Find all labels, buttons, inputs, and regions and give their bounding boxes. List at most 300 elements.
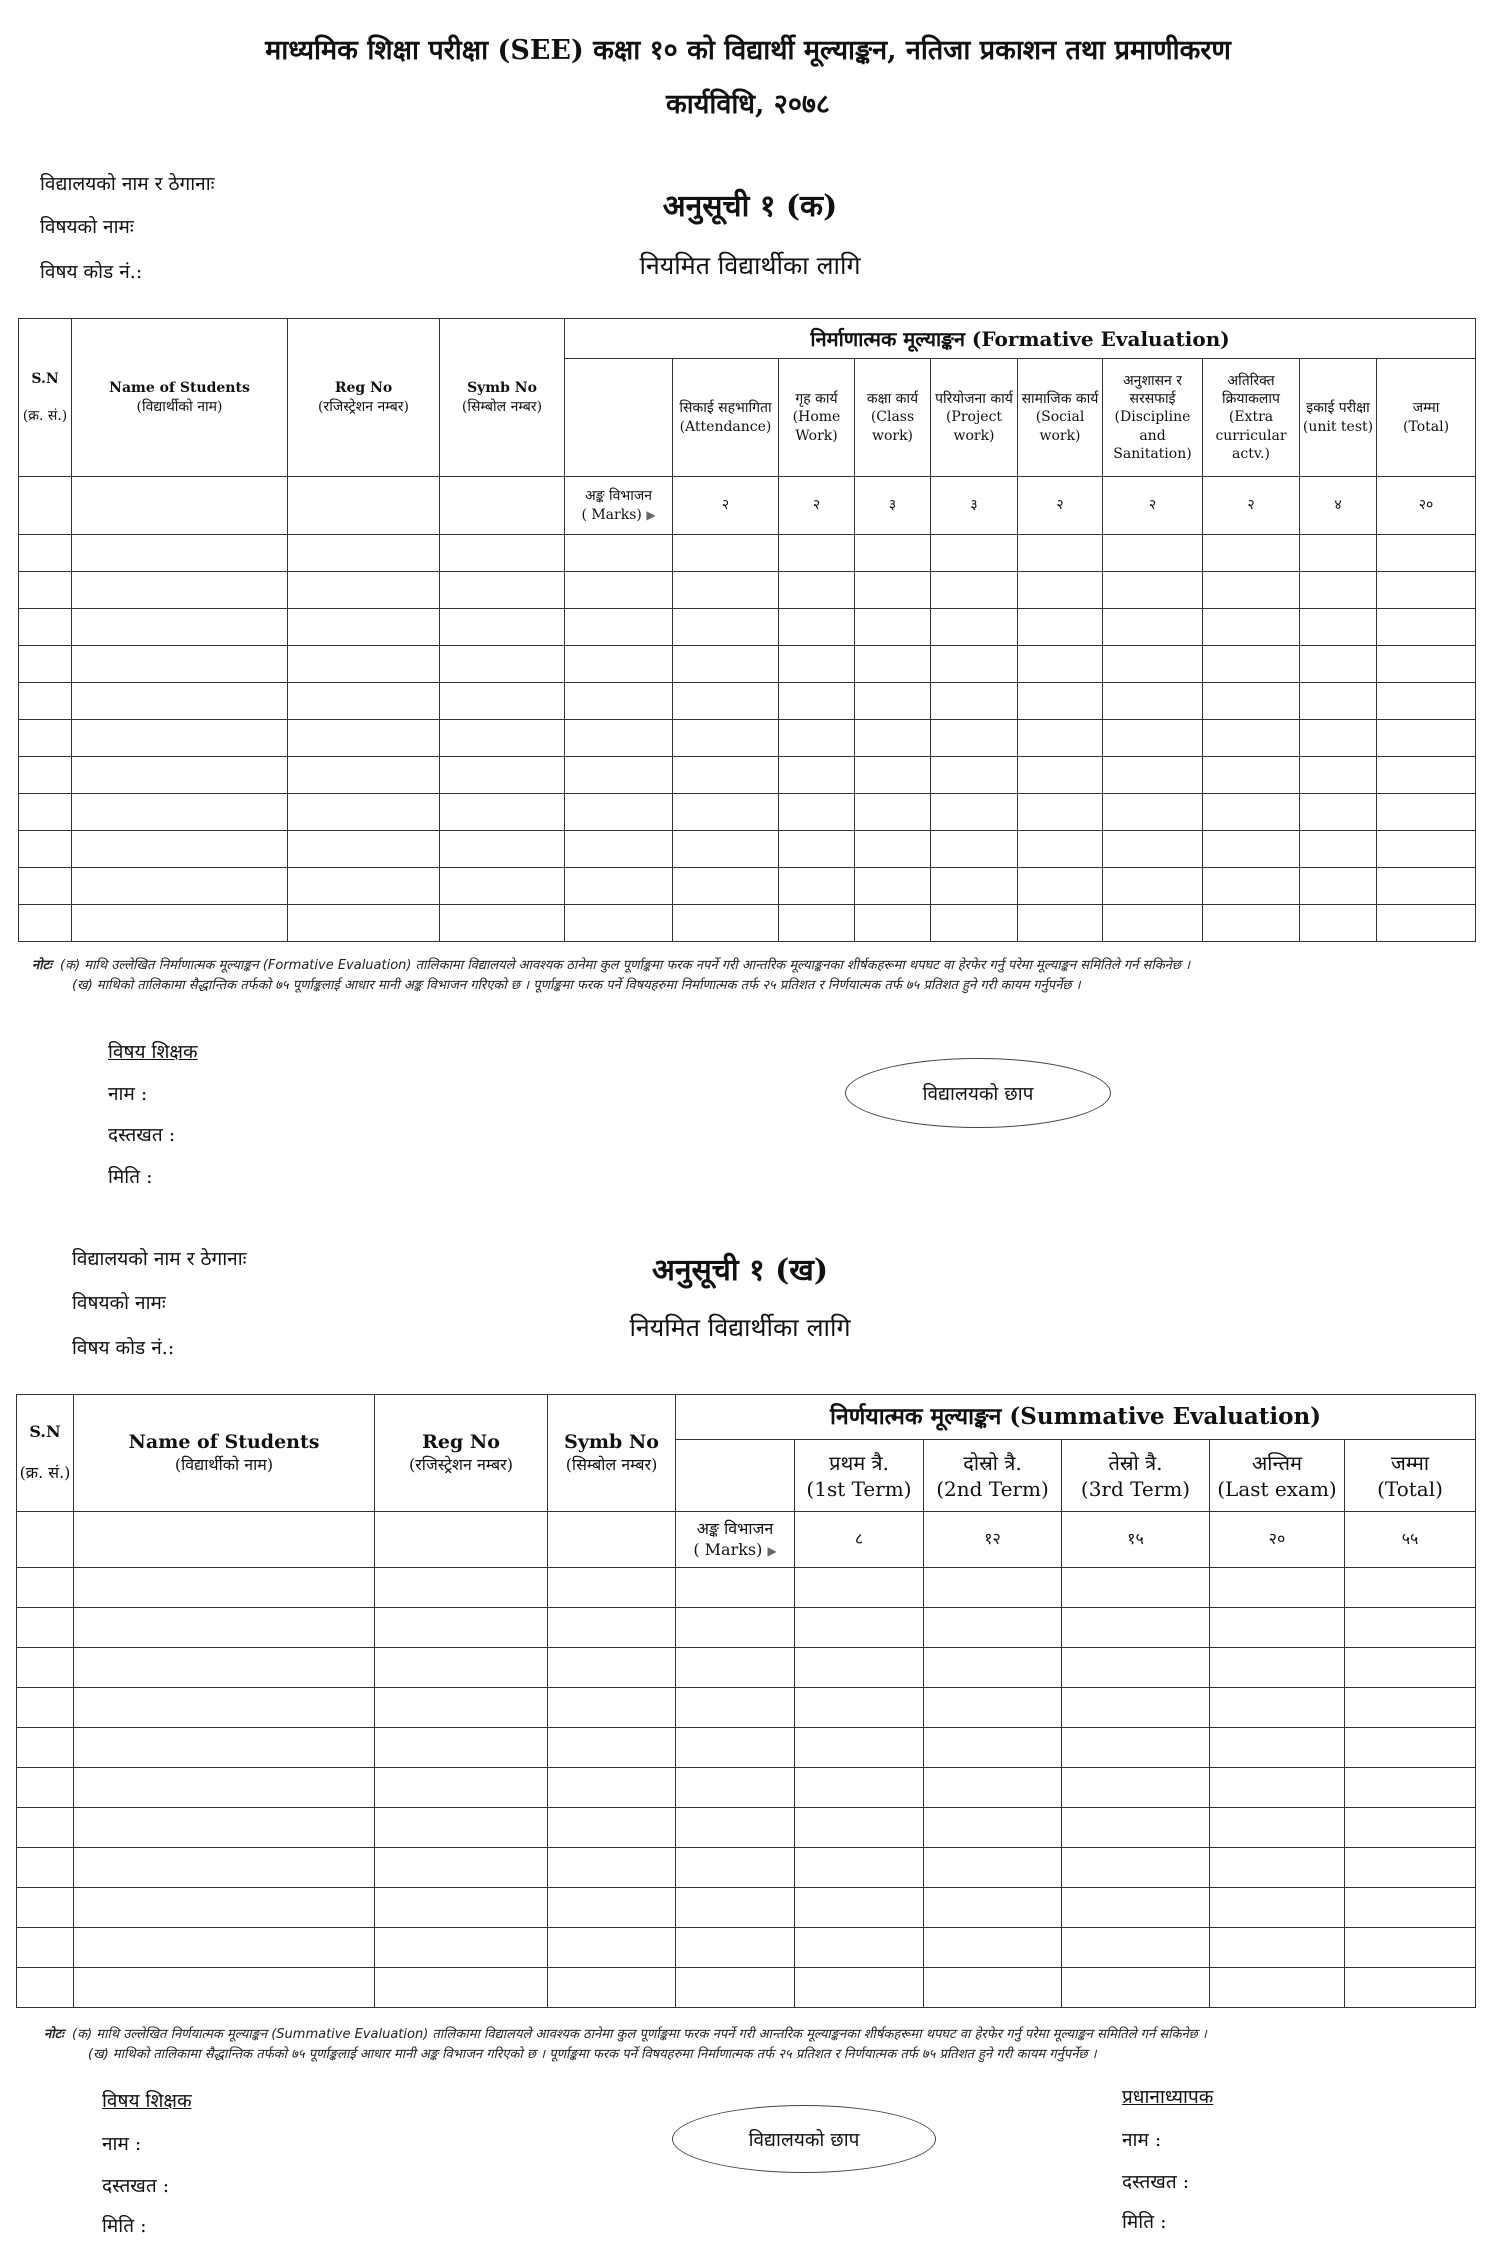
table-cell[interactable]	[1062, 1568, 1210, 1608]
table-cell[interactable]	[74, 1728, 375, 1768]
table-cell[interactable]	[795, 1968, 924, 2008]
table-cell[interactable]	[1018, 572, 1103, 609]
table-cell[interactable]	[1203, 609, 1300, 646]
table-cell[interactable]	[1203, 572, 1300, 609]
table-cell[interactable]	[673, 609, 779, 646]
table-cell[interactable]	[1300, 572, 1377, 609]
table-cell[interactable]	[440, 572, 565, 609]
table-cell[interactable]	[375, 1728, 548, 1768]
table-cell[interactable]	[676, 1888, 795, 1928]
table-cell[interactable]	[1062, 1968, 1210, 2008]
table-cell[interactable]	[17, 1848, 74, 1888]
table-cell[interactable]	[924, 1688, 1062, 1728]
table-cell[interactable]	[1300, 757, 1377, 794]
table-cell[interactable]	[673, 905, 779, 942]
table-cell[interactable]	[779, 757, 855, 794]
table-cell[interactable]	[72, 905, 288, 942]
table-cell[interactable]	[1203, 831, 1300, 868]
table-cell[interactable]	[288, 720, 440, 757]
table-cell[interactable]	[72, 683, 288, 720]
table-cell[interactable]	[565, 683, 673, 720]
table-cell[interactable]	[1377, 683, 1476, 720]
table-cell[interactable]	[1345, 1928, 1476, 1968]
table-cell[interactable]	[565, 720, 673, 757]
table-cell[interactable]	[1345, 1768, 1476, 1808]
table-cell[interactable]	[288, 572, 440, 609]
note-formative: नोटः (क) माथि उल्लेखित निर्माणात्मक मूल्याङ्कन (Formative Evaluation) तालिकामा विद्यालयले आवश्यक ठानेमा कुल पूर्णाङ्कमा फरक नपर्ने गरी आन्तरिक मूल्याङ्कनका शीर्षकहरूमा थपघट वा हेरफेर गर्नु परेमा मूल्याङ्कन समितिले गर्न सकिनेछ । (ख) माथिको तालिकामा सैद्धान्तिक तर्फको ७५ पूर्णाङ्कलाई आधार मानी अङ्क विभाजन गरिएको छ । पूर्णाङ्कमा फरक पर्ने विषयहरुमा निर्माणात्मक तर्फ २५ प्रतिशत र निर्णयात्मक तर्फ ७५ प्रतिशत हुने गरी कायम गर्नुपर्नेछ ।	[32, 958, 1191, 994]
table-cell[interactable]	[548, 1688, 676, 1728]
table-cell[interactable]	[72, 757, 288, 794]
table-cell[interactable]	[1062, 1608, 1210, 1648]
table-cell[interactable]	[288, 868, 440, 905]
table-cell[interactable]	[931, 535, 1018, 572]
table-cell[interactable]	[1377, 757, 1476, 794]
table-cell[interactable]	[1203, 757, 1300, 794]
table-cell[interactable]	[17, 1928, 74, 1968]
table-cell[interactable]	[375, 1808, 548, 1848]
table-cell[interactable]	[288, 646, 440, 683]
table-cell[interactable]	[375, 1768, 548, 1808]
table-cell[interactable]	[795, 1568, 924, 1608]
table-cell[interactable]	[17, 1568, 74, 1608]
table-cell[interactable]	[288, 794, 440, 831]
table-cell[interactable]	[19, 646, 72, 683]
table-cell[interactable]	[288, 831, 440, 868]
table-cell[interactable]	[17, 1688, 74, 1728]
table-cell[interactable]	[795, 1848, 924, 1888]
table-cell[interactable]	[1203, 905, 1300, 942]
table-cell[interactable]	[1300, 794, 1377, 831]
sn-header: S.N (क्र. सं.)	[19, 319, 72, 477]
table-cell[interactable]	[375, 1568, 548, 1608]
table-cell[interactable]	[1377, 572, 1476, 609]
table-cell[interactable]	[565, 609, 673, 646]
table-cell[interactable]	[924, 1968, 1062, 2008]
table-cell[interactable]	[1103, 683, 1203, 720]
teacher-date-label: मिति :	[108, 1166, 153, 1188]
table-cell[interactable]	[779, 794, 855, 831]
table-cell[interactable]	[795, 1928, 924, 1968]
table-cell[interactable]	[375, 1688, 548, 1728]
table-cell[interactable]	[855, 646, 931, 683]
table-cell[interactable]	[1210, 1808, 1345, 1848]
table-cell[interactable]	[1345, 1688, 1476, 1728]
table-cell[interactable]	[1345, 1968, 1476, 2008]
table-cell[interactable]	[855, 831, 931, 868]
table-cell[interactable]	[676, 1808, 795, 1848]
table-cell[interactable]	[1062, 1808, 1210, 1848]
table-cell[interactable]	[74, 1688, 375, 1728]
table-cell[interactable]	[74, 1808, 375, 1848]
table-cell[interactable]	[440, 757, 565, 794]
table-cell[interactable]	[1210, 1768, 1345, 1808]
table-cell[interactable]	[1377, 905, 1476, 942]
table-cell[interactable]	[72, 646, 288, 683]
table-cell[interactable]	[74, 1968, 375, 2008]
table-cell[interactable]	[931, 831, 1018, 868]
table-cell[interactable]	[931, 868, 1018, 905]
mark-second-term: १२	[924, 1512, 1062, 1568]
table-cell[interactable]	[17, 1768, 74, 1808]
table-cell[interactable]	[676, 1608, 795, 1648]
table-cell[interactable]	[74, 1648, 375, 1688]
table-cell[interactable]	[673, 831, 779, 868]
subject-code-label: विषय कोड नं.:	[40, 261, 143, 283]
table-cell[interactable]	[1377, 720, 1476, 757]
marks-row-blank	[440, 477, 565, 535]
table-cell[interactable]	[1210, 1648, 1345, 1688]
table-cell[interactable]	[1345, 1568, 1476, 1608]
table-cell[interactable]	[72, 720, 288, 757]
schedule-heading: अनुसूची १ (ख)	[651, 1253, 829, 1288]
table-cell[interactable]	[1103, 646, 1203, 683]
summative-evaluation-table	[16, 1394, 1476, 2008]
table-cell[interactable]	[440, 609, 565, 646]
table-cell[interactable]	[74, 1768, 375, 1808]
table-cell[interactable]	[1210, 1928, 1345, 1968]
table-cell[interactable]	[1203, 683, 1300, 720]
table-cell[interactable]	[795, 1808, 924, 1848]
table-cell[interactable]	[673, 535, 779, 572]
marks-row-blank	[19, 477, 72, 535]
table-row	[17, 1888, 1476, 1928]
table-cell[interactable]	[1062, 1728, 1210, 1768]
table-cell[interactable]	[1018, 794, 1103, 831]
table-cell[interactable]	[673, 683, 779, 720]
table-cell[interactable]	[74, 1928, 375, 1968]
table-cell[interactable]	[72, 831, 288, 868]
col-unit-test: इकाई परीक्षा (unit test)	[1300, 359, 1377, 477]
table-cell[interactable]	[855, 572, 931, 609]
table-cell[interactable]	[548, 1648, 676, 1688]
table-cell[interactable]	[565, 535, 673, 572]
mark-attendance: २	[673, 477, 779, 535]
table-cell[interactable]	[72, 868, 288, 905]
table-cell[interactable]	[288, 905, 440, 942]
table-cell[interactable]	[288, 683, 440, 720]
table-cell[interactable]	[288, 609, 440, 646]
table-cell[interactable]	[548, 1928, 676, 1968]
table-cell[interactable]	[855, 905, 931, 942]
table-cell[interactable]	[855, 720, 931, 757]
table-cell[interactable]	[1377, 535, 1476, 572]
table-cell[interactable]	[855, 757, 931, 794]
table-cell[interactable]	[676, 1848, 795, 1888]
table-cell[interactable]	[1345, 1888, 1476, 1928]
table-cell[interactable]	[924, 1928, 1062, 1968]
table-cell[interactable]	[855, 535, 931, 572]
table-cell[interactable]	[1210, 1728, 1345, 1768]
table-cell[interactable]	[17, 1648, 74, 1688]
table-cell[interactable]	[1377, 609, 1476, 646]
table-cell[interactable]	[548, 1848, 676, 1888]
table-cell[interactable]	[779, 535, 855, 572]
table-cell[interactable]	[19, 609, 72, 646]
marks-label: अङ्क विभाजन ( Marks) ▶	[565, 477, 673, 535]
table-cell[interactable]	[779, 720, 855, 757]
table-cell[interactable]	[19, 535, 72, 572]
table-cell[interactable]	[1300, 905, 1377, 942]
table-row	[17, 1768, 1476, 1808]
table-cell[interactable]	[440, 794, 565, 831]
table-cell[interactable]	[931, 794, 1018, 831]
subject-name-label: विषयको नामः	[72, 1292, 166, 1314]
table-cell[interactable]	[72, 535, 288, 572]
table-cell[interactable]	[1018, 757, 1103, 794]
table-cell[interactable]	[1103, 868, 1203, 905]
table-cell[interactable]	[565, 905, 673, 942]
col-second-term: दोस्रो त्रै. (2nd Term)	[924, 1440, 1062, 1512]
table-cell[interactable]	[1345, 1648, 1476, 1688]
table-cell[interactable]	[375, 1608, 548, 1648]
table-cell[interactable]	[1018, 720, 1103, 757]
table-cell[interactable]	[924, 1608, 1062, 1648]
table-cell[interactable]	[17, 1888, 74, 1928]
table-cell[interactable]	[1018, 905, 1103, 942]
marks-row-blank	[74, 1512, 375, 1568]
table-cell[interactable]	[288, 757, 440, 794]
table-cell[interactable]	[1300, 720, 1377, 757]
table-cell[interactable]	[1203, 868, 1300, 905]
table-cell[interactable]	[1103, 535, 1203, 572]
table-cell[interactable]	[19, 794, 72, 831]
table-cell[interactable]	[924, 1808, 1062, 1848]
table-cell[interactable]	[1300, 683, 1377, 720]
table-cell[interactable]	[1300, 609, 1377, 646]
table-cell[interactable]	[548, 1768, 676, 1808]
table-cell[interactable]	[19, 720, 72, 757]
table-cell[interactable]	[19, 831, 72, 868]
table-cell[interactable]	[1062, 1888, 1210, 1928]
table-cell[interactable]	[1018, 868, 1103, 905]
table-cell[interactable]	[565, 572, 673, 609]
table-cell[interactable]	[855, 609, 931, 646]
table-cell[interactable]	[1210, 1888, 1345, 1928]
table-cell[interactable]	[673, 646, 779, 683]
table-cell[interactable]	[1018, 831, 1103, 868]
table-row	[17, 1968, 1476, 2008]
table-cell[interactable]	[17, 1608, 74, 1648]
table-cell[interactable]	[440, 831, 565, 868]
table-cell[interactable]	[1018, 683, 1103, 720]
table-cell[interactable]	[779, 868, 855, 905]
table-cell[interactable]	[676, 1568, 795, 1608]
table-cell[interactable]	[924, 1648, 1062, 1688]
table-cell[interactable]	[440, 646, 565, 683]
table-cell[interactable]	[375, 1968, 548, 2008]
table-cell[interactable]	[795, 1608, 924, 1648]
table-cell[interactable]	[676, 1648, 795, 1688]
table-cell[interactable]	[565, 794, 673, 831]
table-cell[interactable]	[673, 572, 779, 609]
table-cell[interactable]	[1103, 572, 1203, 609]
table-cell[interactable]	[375, 1848, 548, 1888]
table-cell[interactable]	[565, 646, 673, 683]
table-cell[interactable]	[931, 609, 1018, 646]
table-cell[interactable]	[855, 683, 931, 720]
table-cell[interactable]	[1345, 1608, 1476, 1648]
table-cell[interactable]	[1103, 609, 1203, 646]
table-cell[interactable]	[676, 1728, 795, 1768]
student-name-header: Name of Students (विद्यार्थीको नाम)	[72, 319, 288, 477]
mark-last-exam: २०	[1210, 1512, 1345, 1568]
formative-table-body	[19, 535, 1476, 942]
table-cell[interactable]	[1345, 1808, 1476, 1848]
table-cell[interactable]	[72, 794, 288, 831]
table-cell[interactable]	[1062, 1648, 1210, 1688]
table-cell[interactable]	[1018, 646, 1103, 683]
table-cell[interactable]	[1103, 905, 1203, 942]
table-cell[interactable]	[1210, 1608, 1345, 1648]
mark-extra-curricular: २	[1203, 477, 1300, 535]
table-cell[interactable]	[565, 831, 673, 868]
table-cell[interactable]	[1103, 720, 1203, 757]
table-cell[interactable]	[1062, 1768, 1210, 1808]
table-cell[interactable]	[1377, 646, 1476, 683]
table-cell[interactable]	[565, 757, 673, 794]
table-cell[interactable]	[72, 609, 288, 646]
table-cell[interactable]	[548, 1808, 676, 1848]
col-class-work: कक्षा कार्य (Class work)	[855, 359, 931, 477]
table-cell[interactable]	[931, 646, 1018, 683]
table-cell[interactable]	[1300, 831, 1377, 868]
table-cell[interactable]	[440, 868, 565, 905]
table-cell[interactable]	[1103, 757, 1203, 794]
sn-header: S.N (क्र. सं.)	[17, 1395, 74, 1512]
table-cell[interactable]	[1062, 1848, 1210, 1888]
blank-header-cell	[676, 1440, 795, 1512]
table-cell[interactable]	[795, 1648, 924, 1688]
table-cell[interactable]	[855, 794, 931, 831]
table-cell[interactable]	[931, 905, 1018, 942]
table-cell[interactable]	[548, 1568, 676, 1608]
table-cell[interactable]	[375, 1888, 548, 1928]
table-cell[interactable]	[676, 1968, 795, 2008]
table-cell[interactable]	[74, 1608, 375, 1648]
table-cell[interactable]	[1203, 720, 1300, 757]
table-cell[interactable]	[924, 1768, 1062, 1808]
table-cell[interactable]	[924, 1888, 1062, 1928]
mark-discipline: २	[1103, 477, 1203, 535]
table-cell[interactable]	[440, 683, 565, 720]
table-cell[interactable]	[1300, 535, 1377, 572]
table-cell[interactable]	[1300, 646, 1377, 683]
table-cell[interactable]	[795, 1888, 924, 1928]
table-cell[interactable]	[673, 794, 779, 831]
student-name-header: Name of Students (विद्यार्थीको नाम)	[74, 1395, 375, 1512]
table-cell[interactable]	[779, 609, 855, 646]
table-cell[interactable]	[548, 1968, 676, 2008]
table-cell[interactable]	[74, 1848, 375, 1888]
table-cell[interactable]	[1203, 646, 1300, 683]
table-cell[interactable]	[1377, 868, 1476, 905]
table-cell[interactable]	[795, 1768, 924, 1808]
table-cell[interactable]	[779, 831, 855, 868]
table-cell[interactable]	[1377, 831, 1476, 868]
subject-teacher-title: विषय शिक्षक	[102, 2090, 192, 2112]
table-cell[interactable]	[1018, 535, 1103, 572]
blank-header-cell	[565, 359, 673, 477]
formative-group-header: निर्माणात्मक मूल्याङ्कन (Formative Evaluation)	[565, 319, 1476, 359]
table-cell[interactable]	[1377, 794, 1476, 831]
table-cell[interactable]	[779, 572, 855, 609]
table-row	[17, 1848, 1476, 1888]
table-cell[interactable]	[676, 1688, 795, 1728]
table-cell[interactable]	[1203, 794, 1300, 831]
table-cell[interactable]	[1210, 1568, 1345, 1608]
table-cell[interactable]	[19, 757, 72, 794]
table-cell[interactable]	[288, 535, 440, 572]
table-row	[17, 1568, 1476, 1608]
table-cell[interactable]	[1210, 1848, 1345, 1888]
table-cell[interactable]	[440, 535, 565, 572]
table-cell[interactable]	[795, 1688, 924, 1728]
table-cell[interactable]	[676, 1928, 795, 1968]
table-cell[interactable]	[931, 683, 1018, 720]
table-cell[interactable]	[855, 868, 931, 905]
table-cell[interactable]	[74, 1568, 375, 1608]
table-cell[interactable]	[375, 1928, 548, 1968]
table-cell[interactable]	[1018, 609, 1103, 646]
table-cell[interactable]	[1300, 868, 1377, 905]
note-summative: नोटः (क) माथि उल्लेखित निर्णयात्मक मूल्याङ्कन (Summative Evaluation) तालिकामा विद्यालयले आवश्यक ठानेमा कुल पूर्णाङ्कमा फरक नपर्ने गरी आन्तरिक मूल्याङ्कनका शीर्षकहरूमा थपघट वा हेरफेर गर्नु परेमा मूल्याङ्कन समितिले गर्न सकिनेछ । (ख) माथिको तालिकामा सैद्धान्तिक तर्फको ७५ पूर्णाङ्कलाई आधार मानी अङ्क विभाजन गरिएको छ । पूर्णाङ्कमा फरक पर्ने विषयहरुमा निर्माणात्मक तर्फ २५ प्रतिशत र निर्णयात्मक तर्फ ७५ प्रतिशत हुने गरी कायम गर्नुपर्नेछ ।	[44, 2027, 1207, 2063]
table-row	[17, 1728, 1476, 1768]
table-cell[interactable]	[1210, 1968, 1345, 2008]
table-cell[interactable]	[17, 1728, 74, 1768]
table-cell[interactable]	[17, 1808, 74, 1848]
table-cell[interactable]	[1103, 831, 1203, 868]
table-cell[interactable]	[931, 572, 1018, 609]
table-cell[interactable]	[1062, 1688, 1210, 1728]
table-cell[interactable]	[1345, 1848, 1476, 1888]
table-cell[interactable]	[924, 1568, 1062, 1608]
table-cell[interactable]	[548, 1888, 676, 1928]
table-cell[interactable]	[673, 868, 779, 905]
table-cell[interactable]	[440, 905, 565, 942]
table-cell[interactable]	[375, 1648, 548, 1688]
table-cell[interactable]	[931, 757, 1018, 794]
table-cell[interactable]	[779, 646, 855, 683]
teacher-name-label: नाम :	[102, 2133, 142, 2155]
table-row	[17, 1928, 1476, 1968]
table-cell[interactable]	[19, 572, 72, 609]
table-cell[interactable]	[673, 757, 779, 794]
table-cell[interactable]	[19, 868, 72, 905]
table-cell[interactable]	[17, 1968, 74, 2008]
table-cell[interactable]	[1103, 794, 1203, 831]
table-cell[interactable]	[924, 1728, 1062, 1768]
table-cell[interactable]	[74, 1888, 375, 1928]
table-cell[interactable]	[1062, 1928, 1210, 1968]
table-cell[interactable]	[931, 720, 1018, 757]
table-cell[interactable]	[779, 683, 855, 720]
table-cell[interactable]	[676, 1768, 795, 1808]
table-cell[interactable]	[673, 720, 779, 757]
table-cell[interactable]	[1210, 1688, 1345, 1728]
table-cell[interactable]	[548, 1608, 676, 1648]
table-cell[interactable]	[779, 905, 855, 942]
table-cell[interactable]	[924, 1848, 1062, 1888]
table-cell[interactable]	[1345, 1728, 1476, 1768]
table-cell[interactable]	[19, 683, 72, 720]
table-cell[interactable]	[72, 572, 288, 609]
table-cell[interactable]	[440, 720, 565, 757]
table-cell[interactable]	[1203, 535, 1300, 572]
table-cell[interactable]	[565, 868, 673, 905]
table-cell[interactable]	[795, 1728, 924, 1768]
table-cell[interactable]	[548, 1728, 676, 1768]
table-cell[interactable]	[19, 905, 72, 942]
